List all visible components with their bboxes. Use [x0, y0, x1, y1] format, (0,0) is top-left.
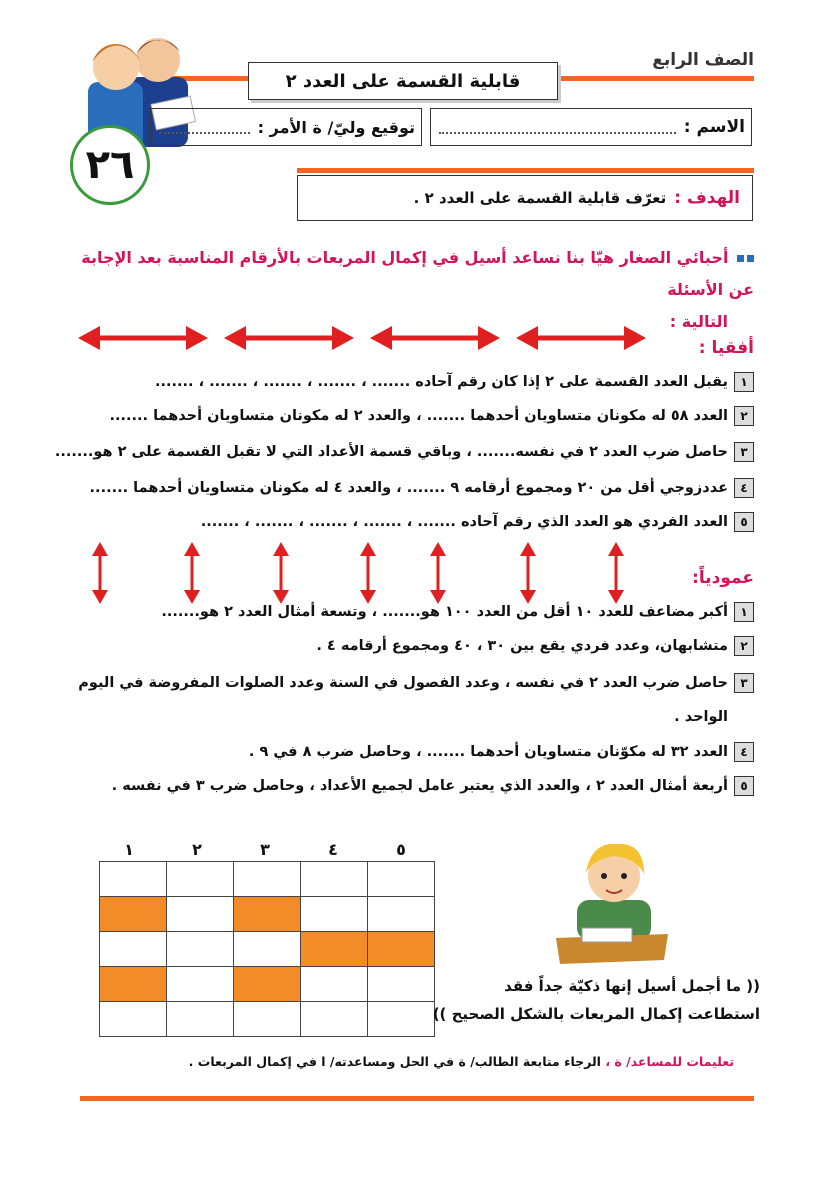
grid-row — [100, 897, 435, 932]
vertical-clue-1 — [70, 598, 754, 626]
grid-cell[interactable] — [100, 862, 167, 897]
bullet-icon — [737, 255, 744, 262]
grid-cell[interactable] — [301, 862, 368, 897]
grid-column-header: ٣ — [260, 840, 270, 859]
clue-text: يقبل العدد القسمة على ٢ إذا كان رقم آحاده ....... ، ....... ، ....... ، ....... ، ....... — [155, 374, 728, 390]
grid-cell[interactable] — [368, 862, 435, 897]
clue-number: ٣ — [734, 673, 754, 693]
helper-label: تعليمات للمساعد/ ة ، — [605, 1054, 734, 1069]
clue-number: ٤ — [734, 478, 754, 498]
quote-line-2: استطاعت إكمال المربعات بالشكل الصحيح )) — [432, 1005, 760, 1023]
quote-text — [430, 972, 760, 1028]
clue-number: ٤ — [734, 742, 754, 762]
double-arrow-icon — [224, 326, 354, 350]
clue-text: متشابهان، وعدد فردي يقع بين ٣٠ ، ٤٠ ومجموع أرقامه ٤ . — [316, 638, 728, 654]
guardian-input-line[interactable] — [159, 120, 250, 134]
grid-cell[interactable] — [301, 1002, 368, 1037]
double-arrow-icon — [78, 326, 208, 350]
horizontal-arrows — [78, 318, 658, 358]
quote-line-1: (( ما أجمل أسيل إنها ذكيّة جداً فقد — [504, 977, 760, 995]
goal-label: الهدف : — [674, 188, 740, 208]
grid-cell-shaded — [368, 932, 435, 967]
grid-cell[interactable] — [167, 967, 234, 1002]
vertical-double-arrow-icon — [92, 542, 108, 604]
grid-cell-shaded — [234, 897, 301, 932]
horizontal-clue-4 — [70, 474, 754, 502]
name-field[interactable] — [430, 108, 752, 146]
name-label: الاسم : — [683, 117, 745, 137]
grid-row — [100, 932, 435, 967]
vertical-double-arrow-icon — [520, 542, 536, 604]
grid-cell[interactable] — [368, 1002, 435, 1037]
goal-rule — [297, 168, 754, 173]
vertical-clue-5 — [70, 772, 754, 800]
grade-label: الصف الرابع — [652, 50, 754, 70]
vertical-double-arrow-icon — [360, 542, 376, 604]
clue-text: حاصل ضرب العدد ٢ في نفسه....... ، وباقي قسمة الأعداد التي لا تقبل القسمة على ٢ هو....... — [54, 444, 728, 460]
horizontal-clue-2 — [70, 402, 754, 430]
double-arrow-icon — [370, 326, 500, 350]
grid-cell[interactable] — [167, 862, 234, 897]
grid-row — [100, 1002, 435, 1037]
page-title: قابلية القسمة على العدد ٢ — [248, 62, 558, 100]
grid-cell-shaded — [100, 897, 167, 932]
grid-cell-shaded — [301, 932, 368, 967]
grid-cell[interactable] — [167, 897, 234, 932]
clue-text: العدد الفردي هو العدد الذي رقم آحاده ....... ، ....... ، ....... ، ....... ، ....... — [200, 514, 728, 530]
crossword-grid — [95, 840, 435, 1037]
clue-text: عددزوجي أقل من ٢٠ ومجموع أرقامه ٩ ....... ، والعدد ٤ له مكونان متساويان أحدهما ....... — [89, 480, 728, 496]
grid-column-header: ٤ — [328, 840, 338, 859]
grid-column-header: ١ — [124, 840, 134, 859]
intro-line-2: التالية : — [669, 312, 728, 331]
grid-row — [100, 967, 435, 1002]
horizontal-section-title: أفقيا : — [698, 338, 754, 358]
grid-cell-shaded — [100, 967, 167, 1002]
horizontal-clue-3 — [54, 438, 754, 466]
vertical-clue-4 — [70, 738, 754, 766]
vertical-double-arrow-icon — [184, 542, 200, 604]
vertical-double-arrow-icon — [430, 542, 446, 604]
clue-number: ٣ — [734, 442, 754, 462]
clue-number: ٥ — [734, 776, 754, 796]
name-input-line[interactable] — [439, 120, 676, 134]
vertical-double-arrow-icon — [273, 542, 289, 604]
clue-number: ٢ — [734, 636, 754, 656]
grid-cell[interactable] — [368, 897, 435, 932]
grid-cell[interactable] — [100, 1002, 167, 1037]
grid-cell[interactable] — [368, 967, 435, 1002]
clue-number: ٢ — [734, 406, 754, 426]
page-number: ٢٦ — [70, 125, 150, 205]
clue-number: ٥ — [734, 512, 754, 532]
clue-text: العدد ٣٢ له مكوّنان متساويان أحدهما ....... ، وحاصل ضرب ٨ في ٩ . — [248, 744, 728, 760]
clue-number: ١ — [734, 602, 754, 622]
vertical-clue-3 — [70, 666, 754, 734]
goal-text: تعرّف قابلية القسمة على العدد ٢ . — [413, 189, 667, 207]
intro-line-1: أحبائي الصغار هيّا بنا نساعد أسيل في إكمال المربعات بالأرقام المناسبة بعد الإجابة عن الأسئلة — [81, 248, 754, 299]
grid-column-headers — [95, 840, 435, 859]
double-arrow-icon — [516, 326, 646, 350]
clue-text: حاصل ضرب العدد ٢ في نفسه ، وعدد الفصول في السنة وعدد الصلوات المفروضة في اليوم الواحد . — [78, 675, 728, 725]
horizontal-clue-1 — [70, 368, 754, 396]
grid-cell[interactable] — [301, 897, 368, 932]
grid-cell[interactable] — [234, 932, 301, 967]
grid-table — [99, 861, 435, 1037]
clue-number: ١ — [734, 372, 754, 392]
vertical-double-arrow-icon — [608, 542, 624, 604]
horizontal-clue-5 — [70, 508, 754, 536]
girl-illustration — [552, 828, 672, 968]
grid-cell[interactable] — [234, 1002, 301, 1037]
grid-cell[interactable] — [167, 1002, 234, 1037]
clue-text: أكبر مضاعف للعدد ١٠ أقل من العدد ١٠٠ هو....... ، وتسعة أمثال العدد ٢ هو....... — [161, 604, 728, 620]
vertical-arrows — [88, 542, 638, 604]
guardian-label: توقيع وليّ/ ة الأمر : — [257, 117, 415, 137]
grid-cell[interactable] — [234, 862, 301, 897]
clue-text: العدد ٥٨ له مكونان متساويان أحدهما ....... ، والعدد ٢ له مكونان متساويان أحدهما ....... — [109, 408, 728, 424]
grid-cell[interactable] — [100, 932, 167, 967]
grid-cell[interactable] — [167, 932, 234, 967]
vertical-section-title: عمودياً: — [692, 568, 754, 588]
clue-text: أربعة أمثال العدد ٢ ، والعدد الذي يعتبر عامل لجميع الأعداد ، وحاصل ضرب ٣ في نفسه . — [111, 778, 728, 794]
bullet-icon — [747, 255, 754, 262]
grid-cell-shaded — [234, 967, 301, 1002]
goal-box — [297, 175, 753, 221]
vertical-clue-2 — [70, 632, 754, 660]
helper-text: الرجاء متابعة الطالب/ ة في الحل ومساعدته/ ا في إكمال المربعات . — [188, 1054, 601, 1069]
grid-row — [100, 862, 435, 897]
helper-instructions — [189, 1054, 734, 1069]
grid-cell[interactable] — [301, 967, 368, 1002]
grid-column-header: ٢ — [192, 840, 202, 859]
guardian-signature-field[interactable] — [150, 108, 422, 146]
grid-column-header: ٥ — [396, 840, 406, 859]
footer-rule — [80, 1096, 754, 1101]
